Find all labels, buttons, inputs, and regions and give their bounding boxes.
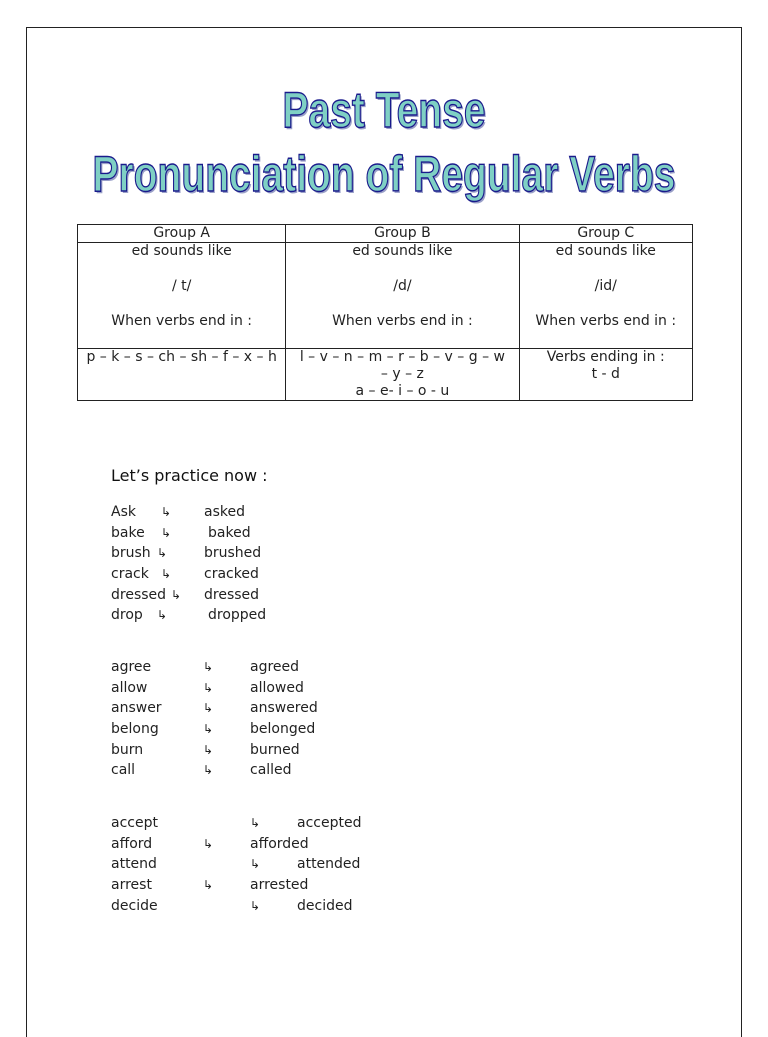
- title-line-1: Past Tense: [282, 82, 486, 138]
- verb-past: decided: [297, 897, 353, 914]
- groups-table: [77, 224, 693, 401]
- arrow-icon: ↳: [203, 878, 214, 893]
- ending-label-c: When verbs end in :: [535, 313, 677, 329]
- header-group-b: Group B: [286, 225, 519, 243]
- practice-heading: Let’s practice now :: [111, 466, 268, 485]
- header-group-a: Group A: [78, 225, 286, 243]
- endings-b-line3: a – e- i – o - u: [355, 383, 450, 399]
- verb-base: afford: [111, 835, 153, 852]
- verb-past: cracked: [204, 566, 259, 583]
- arrow-icon: ↳: [250, 857, 261, 872]
- arrow-icon: ↳: [203, 836, 214, 851]
- verb-past: asked: [204, 504, 245, 520]
- endings-a: p – k – s – ch – sh – f – x – h: [86, 349, 277, 365]
- verb-base: burn: [111, 741, 144, 758]
- arrow-icon: ↳: [203, 680, 214, 695]
- verb-past: belonged: [250, 721, 316, 738]
- arrow-icon: ↳: [203, 660, 214, 674]
- arrow-icon: ↳: [161, 567, 172, 582]
- verb-past: afforded: [250, 835, 309, 852]
- verb-past: agreed: [250, 659, 300, 675]
- sound-label-c: ed sounds like: [555, 243, 656, 259]
- verb-base: belong: [111, 721, 159, 738]
- cell-sound-b: [286, 243, 519, 349]
- verb-base: accept: [111, 815, 158, 831]
- verb-past: attended: [297, 856, 361, 873]
- verb-base: dressed: [111, 586, 167, 603]
- verb-past: called: [250, 762, 292, 779]
- arrow-icon: ↳: [161, 505, 172, 519]
- sound-label-a: ed sounds like: [131, 243, 232, 259]
- verb-past: dropped: [208, 607, 267, 624]
- verb-base: Ask: [111, 504, 136, 520]
- cell-endings-c: [519, 349, 692, 401]
- arrow-icon: ↳: [203, 742, 214, 757]
- cell-sound-c: [519, 243, 692, 349]
- arrow-icon: ↳: [203, 701, 214, 716]
- arrow-icon: ↳: [250, 898, 261, 913]
- title-line-2: Pronunciation of Regular Verbs: [92, 146, 676, 202]
- verb-past: answered: [250, 700, 318, 717]
- sound-label-b: ed sounds like: [352, 243, 453, 259]
- endings-c-line1: Verbs ending in :: [546, 349, 665, 365]
- verb-base: drop: [111, 607, 143, 624]
- verb-base: brush: [111, 545, 151, 562]
- verb-base: answer: [111, 700, 162, 717]
- verb-base: agree: [111, 659, 152, 675]
- verb-base: call: [111, 762, 136, 779]
- arrow-icon: ↳: [203, 722, 214, 737]
- arrow-icon: ↳: [203, 763, 214, 778]
- verb-past: allowed: [250, 679, 304, 696]
- table-sound-row: [78, 243, 693, 349]
- arrow-icon: ↳: [171, 587, 182, 602]
- table-endings-row: [78, 349, 693, 401]
- verb-past: arrested: [250, 877, 309, 894]
- endings-b-line2: – y – z: [380, 366, 424, 382]
- verb-base: attend: [111, 856, 157, 873]
- cell-sound-a: [78, 243, 286, 349]
- arrow-icon: ↳: [157, 546, 168, 561]
- endings-c-line2: t - d: [591, 366, 620, 382]
- verb-base: allow: [111, 679, 148, 696]
- verb-past: accepted: [297, 815, 362, 831]
- verb-past: dressed: [204, 586, 260, 603]
- ending-label-a: When verbs end in :: [111, 313, 252, 329]
- verb-base: arrest: [111, 877, 152, 894]
- sound-a: / t/: [171, 278, 192, 294]
- verb-base: crack: [111, 566, 149, 583]
- sound-c: /id/: [594, 278, 617, 294]
- endings-b-line1: l – v – n – m – r – b – v – g – w: [299, 349, 505, 365]
- table-header-row: [78, 225, 693, 243]
- verb-base: decide: [111, 897, 158, 914]
- verb-past: burned: [250, 741, 300, 758]
- header-group-c: Group C: [519, 225, 692, 243]
- arrow-icon: ↳: [161, 525, 172, 540]
- ending-label-b: When verbs end in :: [332, 313, 473, 329]
- arrow-icon: ↳: [157, 608, 168, 623]
- verb-past: brushed: [204, 545, 262, 562]
- sound-b: /d/: [393, 278, 412, 294]
- cell-endings-a: [78, 349, 286, 401]
- arrow-icon: ↳: [250, 816, 261, 830]
- verb-past: baked: [208, 524, 251, 541]
- cell-endings-b: [286, 349, 519, 401]
- verb-base: bake: [111, 524, 145, 541]
